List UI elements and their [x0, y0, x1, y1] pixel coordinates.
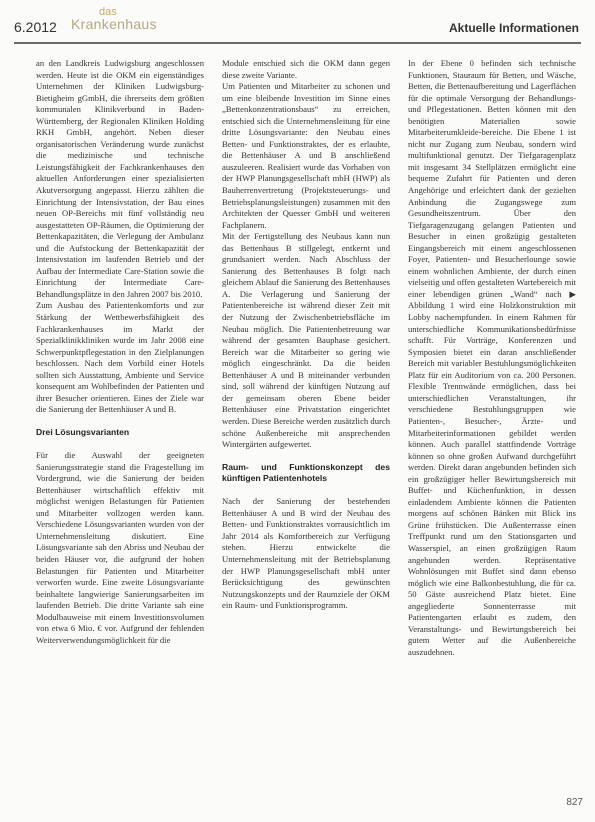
paragraph: Nach der Sanierung der bestehenden Bettenhäuser A und B wird der Neubau des Betten- und Funktionstraktes vorrausichtlich im Jahr 2014 als Komfortbereich zur Verfügung stehen. Hierzu entwickelte die Unternehmensleitung mit der Betriebsplanung der HWP Planungsgesellschaft mbH unter Berücksichtigung des gewünschten Nutzungskonzepts und der Raumziele der OKM ein Raum- und Funktionsprogramm.	[222, 496, 390, 611]
section-heading: Raum- und Funktionskonzept des künftigen Patientenhotels	[222, 461, 390, 484]
column-1	[36, 58, 204, 788]
page-number: 827	[566, 797, 583, 808]
journal-logo	[65, 6, 175, 44]
spacer	[36, 439, 204, 451]
column-2	[222, 58, 390, 788]
article-body	[36, 58, 576, 788]
section-heading: Drei Lösungsvarianten	[36, 426, 130, 437]
paragraph: Module entschied sich die OKM dann gegen diese zweite Variante.	[222, 58, 390, 80]
column-3	[408, 58, 576, 788]
paragraph: Zum Ausbau des Patientenkomforts und zur Stärkung der Wettbewerbsfähigkeit des Fachkrankenhauses im Markt der Spezialklinikkliniken wurde im Jahr 2008 eine Schwerpunktpflegestation in den Zielplanungen beschlossen. Nach dem Vorbild einer Hotels sollten sich Ausstattung, Ambiente und Service konsequent am Wohlbefinden der Patienten und ihrer Besucher orientieren. Eines der Ziele war die Sanierung der Bettenhäuser A und B.	[36, 300, 204, 415]
logo-name: Krankenhaus	[71, 16, 157, 32]
paragraph: In der Ebene 0 befinden sich technische Funktionen, Stauraum für Betten, und Wäsche, Betten, die Bettenaufbereitung und Lagerflächen für die optimale Versorgung der Behandlungs- und Pflegestationen. Betten können mit den benötigten Materialien sowie Mitarbeiterumkleide-bereiche. Die Ebene 1 ist nicht nur Zugang zum Neubau, sondern wird multifunktional genutzt. Der Tiefgaragenplatz mit insgesamt 34 Stellplätzen ermöglicht eine bequeme Zufahrt für Patienten und deren Angehörige und erleichtert dank der gezielten Anbindung die Zugangswege zum Gesundheitszentrum. Über den Tiefgaragenzugang gelangen Patienten und Besucher in einen großzügig gestalteten Eingangsbereich mit einem angeschlossenen Foyer, Patienten- und Besucherlounge sowie einem wohnlichen Ambiente, der durch einen vielseitig und offen gestalteten Wartebereich mit einer lebendigen grünen „Wand“ nach ▶ Abbildung 1 wird eine Holzkonstruktion mit Lobby nachempfunden. In einem Rahmen für unterschiedliche Kommunikationsbedürfnisse schafft. Für Vorträge, Konferenzen und Symposien bietet ein daran anschließender Bereich mit variabler Bestuhlungsmöglichkeiten Platz für ein Auditorium von ca. 200 Personen. Flexible Trennwände ermöglichen, dass bei unterschiedlichen Veranstaltungen, ihr verschiedene Bestuhlungsgruppen wie Patienten-, Besucher-, Ärzte- und Mitarbeiterinformationen gebildet werden können. Auch parallel stattfindende Vorträge können so ohne großen Aufwand durchgeführt werden. Direkt daran angebunden befinden sich ein großzügiger heller Bewirtungsbereich mit Buffet- und Küchenfunktion, in dessen einladendem Ambiente können die Patienten morgens auf schönen Bänken mit Blick ins Grüne frühstücken. Die Außenterrasse einen Treffpunkt rund um den Stationsgarten und Wasserspiel, an einen großzügigen Raum angebunden werden. Repräsentative Wohnlösungen mit Buffet sind dann ebenso möglich wie eine Balkonbestuhlung, die für ca. 50 Gäste ausreichend Platz bietet. Eine angegliederte Sonnenterrasse mit Patientengarten erlaubt es zudem, den Veranstaltungs- und Bewirtungsbereich bei gutem Wetter auf die Außenbereiche auszudehnen.	[408, 58, 576, 657]
paragraph: Für die Auswahl der geeigneten Sanierungsstrategie stand die Fragestellung im Vordergrund, wie die Sanierung der beiden Bettenhäuser wirtschaftlich effektiv mit möglichst wenigen Belastungen für Patienten und Mitarbeiter vollzogen werden kann. Verschiedene Lösungsvarianten wurden von der Unternehmensleitung diskutiert. Eine Lösungsvariante sah den Abriss und Neubau der beiden Häuser vor, die aufgrund der hohen Belastungen für Patienten und Mitarbeiter verworfen wurde. Eine zweite Lösungsvariante beinhaltete langwierige Sanierungsarbeiten im laufenden Betrieb. Die dritte Variante sah eine Modulbauweise mit einem Investitionsvolumen von etwa 6 Mio. € vor. Aufgrund der fehlenden Weiterverwendungsmöglichkeit für die	[36, 450, 204, 645]
issue-number: 6.2012	[14, 19, 57, 35]
logo-das: das	[99, 6, 117, 18]
paragraph: an den Landkreis Ludwigsburg angeschlossen werden. Heute ist die OKM ein eigenständiges Unternehmen der Kliniken Ludwigsburg-Bietigheim gGmbH, die ihrerseits dem größten kommunalen Klinikverbund in Baden-Württemberg, der Regionalen Kliniken Holding RKH GmbH, angehört. Neben dieser organisatorischen Veränderung wurde zunächst die medizinische und technische Leistungsfähigkeit der Fachkrankenhauses den aktuellen Anforderungen einer spezialisierten Akutversorgung angepasst. Hierzu zählten die Einrichtung der Intensivstation, der Bau eines neuen OP-Bereichs mit fünf vollständig neu ausgestatteten OP-Räumen, die Optimierung der Bettenkapazitäten, die Verlegung der Ambulanz und die Aufstockung der Bettenkapazität der Intensivstation im laufenden Betrieb und der Aufbau der Intermediate Care-Station sowie die Einrichtung der Intermediate Care-Behandlungsplätze in den Jahren 2007 bis 2010.	[36, 58, 204, 299]
paragraph: Um Patienten und Mitarbeiter zu schonen und um eine bleibende Investition im Sinne eines „Bettenkonzentrationsbaus“ zu erreichen, entschied sich die Unternehmensleitung für eine dritte Lösungsvariante: den Neubau eines Betten- und Funktionstraktes, der es erlaubte, die Bettenhäuser A und B anschließend auszuleeren. Realisiert wurde das Vorhaben von der HWP Planungsgesellschaft mbH (HWP) als Bauherrenvertretung (Projektsteuerungs- und Betriebsplanungsleistungen) zusammen mit den Architekten der Quesser GmbH und weiteren Fachplanern.	[222, 81, 390, 230]
section-title: Aktuelle Informationen	[448, 21, 579, 35]
spacer	[222, 485, 390, 497]
header-rule	[14, 42, 581, 44]
page-header	[0, 0, 595, 46]
paragraph: Mit der Fertigstellung des Neubaus kann nun das Bettenhaus B stillgelegt, entkernt und grundsaniert werden. Nach Abschluss der Sanierung des Bettenhauses B folgt nach gleichem Ablauf die Sanierung des Bettenhauses A. Die Verlagerung und Sanierung der Patientenbereiche ist während dieser Zeit mit der Nutzung der Zwischenbetriebsfläche im Neubau möglich. Die Patientenbetreuung war während der gesamten Bauphase gesichert. Bereich war die Mitarbeiter so gering wie möglich eingeschränkt. Da die beiden Bettenhäuser A und B miteinander verbunden sind, soll während der künftigen Nutzung auf der gemeinsam oberen Ebene beider Bettenhäuser eine Privatstation eingerichtet werden. Diese Bereiche werden zusätzlich durch schöne Außenbereiche mit ansprechenden Wintergärten aufgewertet.	[222, 231, 390, 450]
